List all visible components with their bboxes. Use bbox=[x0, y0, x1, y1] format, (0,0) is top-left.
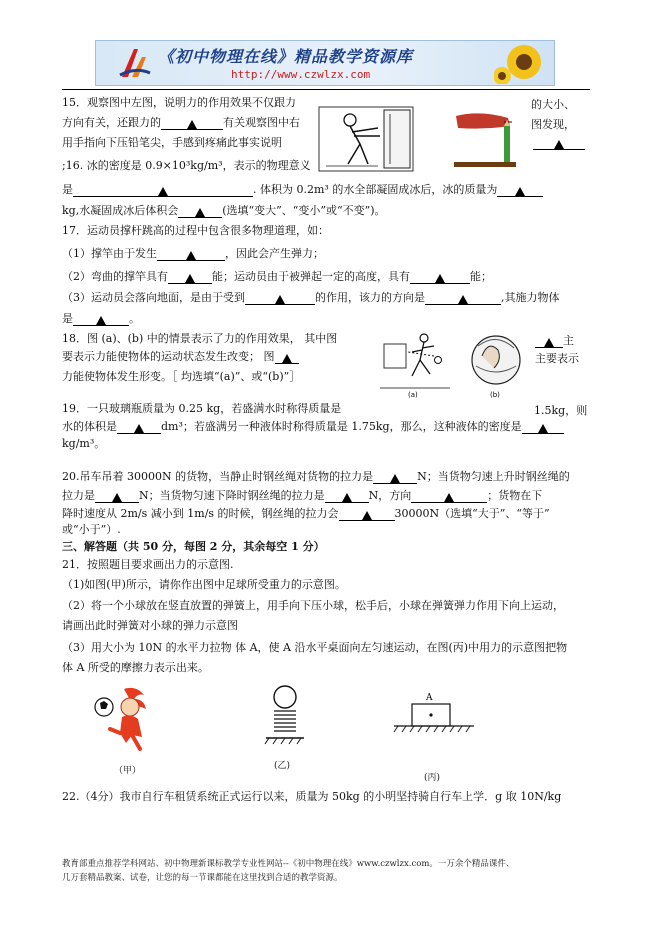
q20-blank5[interactable] bbox=[339, 509, 395, 521]
q17-blank1[interactable] bbox=[157, 249, 225, 261]
q20-blank3[interactable] bbox=[325, 491, 369, 503]
answer-triangle-icon bbox=[112, 493, 122, 502]
q18-figures bbox=[378, 326, 528, 398]
q19-line2: 水的体积是 dm³；若盛满另一种液体时称得质量是 1.75kg，那么，这种液体的密度是 bbox=[62, 420, 564, 434]
q20-blank2[interactable] bbox=[95, 491, 139, 503]
q20-line3: 降时速度从 2m/s 减小到 1m/s 的时候，钢丝绳的拉力会 30000N（选填“大于”、“等于” bbox=[62, 507, 550, 520]
figure-bing-label: (丙) bbox=[424, 773, 441, 783]
figure-yi-label: (乙) bbox=[274, 761, 291, 771]
q21-part2a: （2）将一个小球放在竖直放置的弹簧上，用手向下压小球，松手后，小球在弹簧弹力作用下向上运动， bbox=[62, 599, 564, 612]
answer-triangle-icon bbox=[96, 316, 106, 325]
figure-bing-block-on-table bbox=[392, 688, 476, 738]
figure-b-label: (b) bbox=[490, 391, 500, 398]
q15-line1-end: 的大小、 bbox=[531, 98, 575, 111]
q18-blank1[interactable]: 主 bbox=[535, 332, 574, 348]
footer-line1: 教育部重点推荐学科网站、初中物理新课标教学专业性网站--《初中物理在线》www.czwlzx.com。一万余个精品课件、 bbox=[62, 859, 515, 869]
answer-triangle-icon bbox=[515, 187, 525, 196]
answer-triangle-icon bbox=[342, 493, 352, 502]
answer-triangle-icon bbox=[544, 338, 554, 347]
q18-line3: 力能使物体发生形变。［ 均选填“(a)”、或“(b)”］ bbox=[62, 370, 301, 383]
answer-triangle-icon bbox=[134, 424, 144, 433]
q18-blank2[interactable] bbox=[275, 352, 299, 364]
figure-jia-mascot-football bbox=[92, 685, 162, 757]
q22-stem: 22.（4分）我市自行车租赁系统正式运行以来，质量为 50kg 的小明坚持骑自行车上学．g 取 10N/kg bbox=[62, 790, 562, 803]
answer-triangle-icon bbox=[158, 187, 168, 196]
answer-triangle-icon bbox=[444, 493, 454, 502]
q15-blank1[interactable] bbox=[161, 118, 223, 130]
q20-blank4[interactable] bbox=[411, 491, 487, 503]
header-banner bbox=[95, 40, 555, 86]
q16-blank2[interactable] bbox=[497, 185, 543, 197]
q19-line1: 19．一只玻璃瓶质量为 0.25 kg，若盛满水时称得质量是 bbox=[62, 402, 342, 415]
figure-b-hand-ball bbox=[472, 336, 520, 384]
sunflower-icon bbox=[494, 42, 552, 84]
q17-blank5[interactable] bbox=[425, 293, 501, 305]
q20-line2: 拉力是 N；当货物匀速下降时钢丝绳的拉力是 N，方向 ；货物在下 bbox=[62, 489, 543, 502]
q20-line4: 或“小于”）. bbox=[62, 523, 121, 536]
answer-triangle-icon bbox=[185, 274, 195, 283]
q15-blank2[interactable] bbox=[533, 136, 585, 150]
figure-a-label: (a) bbox=[408, 391, 418, 398]
q15-line2: 方向有关，还跟力的 有关观察图中右 bbox=[62, 116, 300, 129]
q16-line3: kg,水凝固成冰后体积会 (选填“变大”、“变小”或“不变”)。 bbox=[62, 204, 386, 217]
q17-blank2[interactable] bbox=[168, 272, 212, 284]
block-a-label: A bbox=[426, 693, 433, 703]
q21-part3b: 体 A 所受的摩擦力表示出来。 bbox=[62, 661, 209, 674]
q19-blank1[interactable] bbox=[117, 422, 161, 434]
q17-part3-cont: 是 。 bbox=[62, 312, 140, 325]
answer-triangle-icon bbox=[554, 140, 564, 149]
figure-jia-label: （甲） bbox=[114, 766, 142, 776]
q19-line3: kg/m³。 bbox=[62, 437, 106, 450]
q20-line1: 20.吊车吊着 30000N 的货物，当静止时钢丝绳对货物的拉力是 N；当货物匀速上升时钢丝绳的 bbox=[62, 470, 570, 483]
answer-triangle-icon bbox=[186, 251, 196, 260]
q21-stem: 21．按照题目要求画出力的示意图. bbox=[62, 558, 234, 571]
answer-triangle-icon bbox=[538, 424, 548, 433]
answer-triangle-icon bbox=[390, 474, 400, 483]
q17-stem: 17．运动员撑杆跳高的过程中包含很多物理道理，如： bbox=[62, 224, 329, 237]
q18-line2-end: 主要表示 bbox=[535, 352, 579, 365]
door-push-figure bbox=[318, 106, 414, 172]
answer-triangle-icon bbox=[195, 208, 205, 217]
q16-line2: 是 . 体积为 0.2m³ 的水全部凝固成冰后，冰的质量为 bbox=[62, 183, 543, 197]
banner-url[interactable]: http://www.czwlzx.com bbox=[231, 68, 371, 81]
q19-blank2[interactable] bbox=[522, 422, 564, 434]
answer-triangle-icon bbox=[282, 354, 292, 363]
figure-a-soccer bbox=[380, 334, 450, 388]
q19-line1-end: 1.5kg，则 bbox=[534, 404, 588, 417]
site-logo-icon bbox=[118, 45, 152, 81]
q17-part1: （1）撑竿由于发生 ，因此会产生弹力； bbox=[62, 247, 324, 260]
q21-part1: （1)如图(甲)所示，请你作出图中足球所受重力的示意图。 bbox=[62, 578, 346, 591]
banner-title: 《初中物理在线》精品教学资源库 bbox=[158, 47, 414, 66]
q21-part3a: （3）用大小为 10N 的水平力拉物 体 A，使 A 沿水平桌面向左匀速运动，在图(丙)中用力的示意图把物 bbox=[62, 641, 568, 654]
figure-yi-spring-ball bbox=[263, 684, 307, 750]
q16-blank3[interactable] bbox=[178, 206, 222, 218]
q17-part2: （2）弯曲的撑竿具有 能；运动员由于被弹起一定的高度，具有 能； bbox=[62, 270, 492, 283]
q17-blank4[interactable] bbox=[245, 293, 315, 305]
q15-line1: 15．观察图中左图，说明力的作用效果不仅跟力 bbox=[62, 96, 296, 109]
header-rule bbox=[62, 89, 590, 90]
q18-line1: 18．图 (a)、(b) 中的情景表示了力的作用效果， 其中图 bbox=[62, 332, 338, 345]
q16-blank1[interactable] bbox=[73, 185, 253, 197]
answer-triangle-icon bbox=[435, 274, 445, 283]
q17-blank3[interactable] bbox=[410, 272, 470, 284]
q21-part2b: 请画出此时弹簧对小球的弹力示意图 bbox=[62, 619, 238, 632]
footer-line2: 几万套精品教案、试卷，让您的每一节课都能在这里找到合适的教学资源。 bbox=[62, 873, 343, 883]
answer-triangle-icon bbox=[187, 120, 197, 129]
answer-triangle-icon bbox=[458, 295, 468, 304]
section3-title: 三、解答题（共 50 分，每图 2 分，其余每空 1 分） bbox=[62, 540, 325, 553]
pencil-press-figure bbox=[450, 108, 520, 172]
q20-blank1[interactable] bbox=[373, 472, 417, 484]
q16-line1: ;16. 冰的密度是 0.9×10³kg/m³，表示的物理意义 bbox=[62, 159, 311, 172]
q15-line2-end: 图发现， bbox=[531, 118, 575, 131]
q17-blank6[interactable] bbox=[73, 314, 129, 326]
q15-line3: 用手指向下压铅笔尖，手感到疼痛此事实说明 bbox=[62, 136, 282, 149]
q18-line2: 要表示力能使物体的运动状态发生改变； 图 bbox=[62, 350, 299, 364]
answer-triangle-icon bbox=[275, 295, 285, 304]
q17-part3: （3）运动员会落向地面，是由于受到 的作用，该力的方向是 ,其施力物体 bbox=[62, 291, 560, 304]
answer-triangle-icon bbox=[362, 511, 372, 520]
